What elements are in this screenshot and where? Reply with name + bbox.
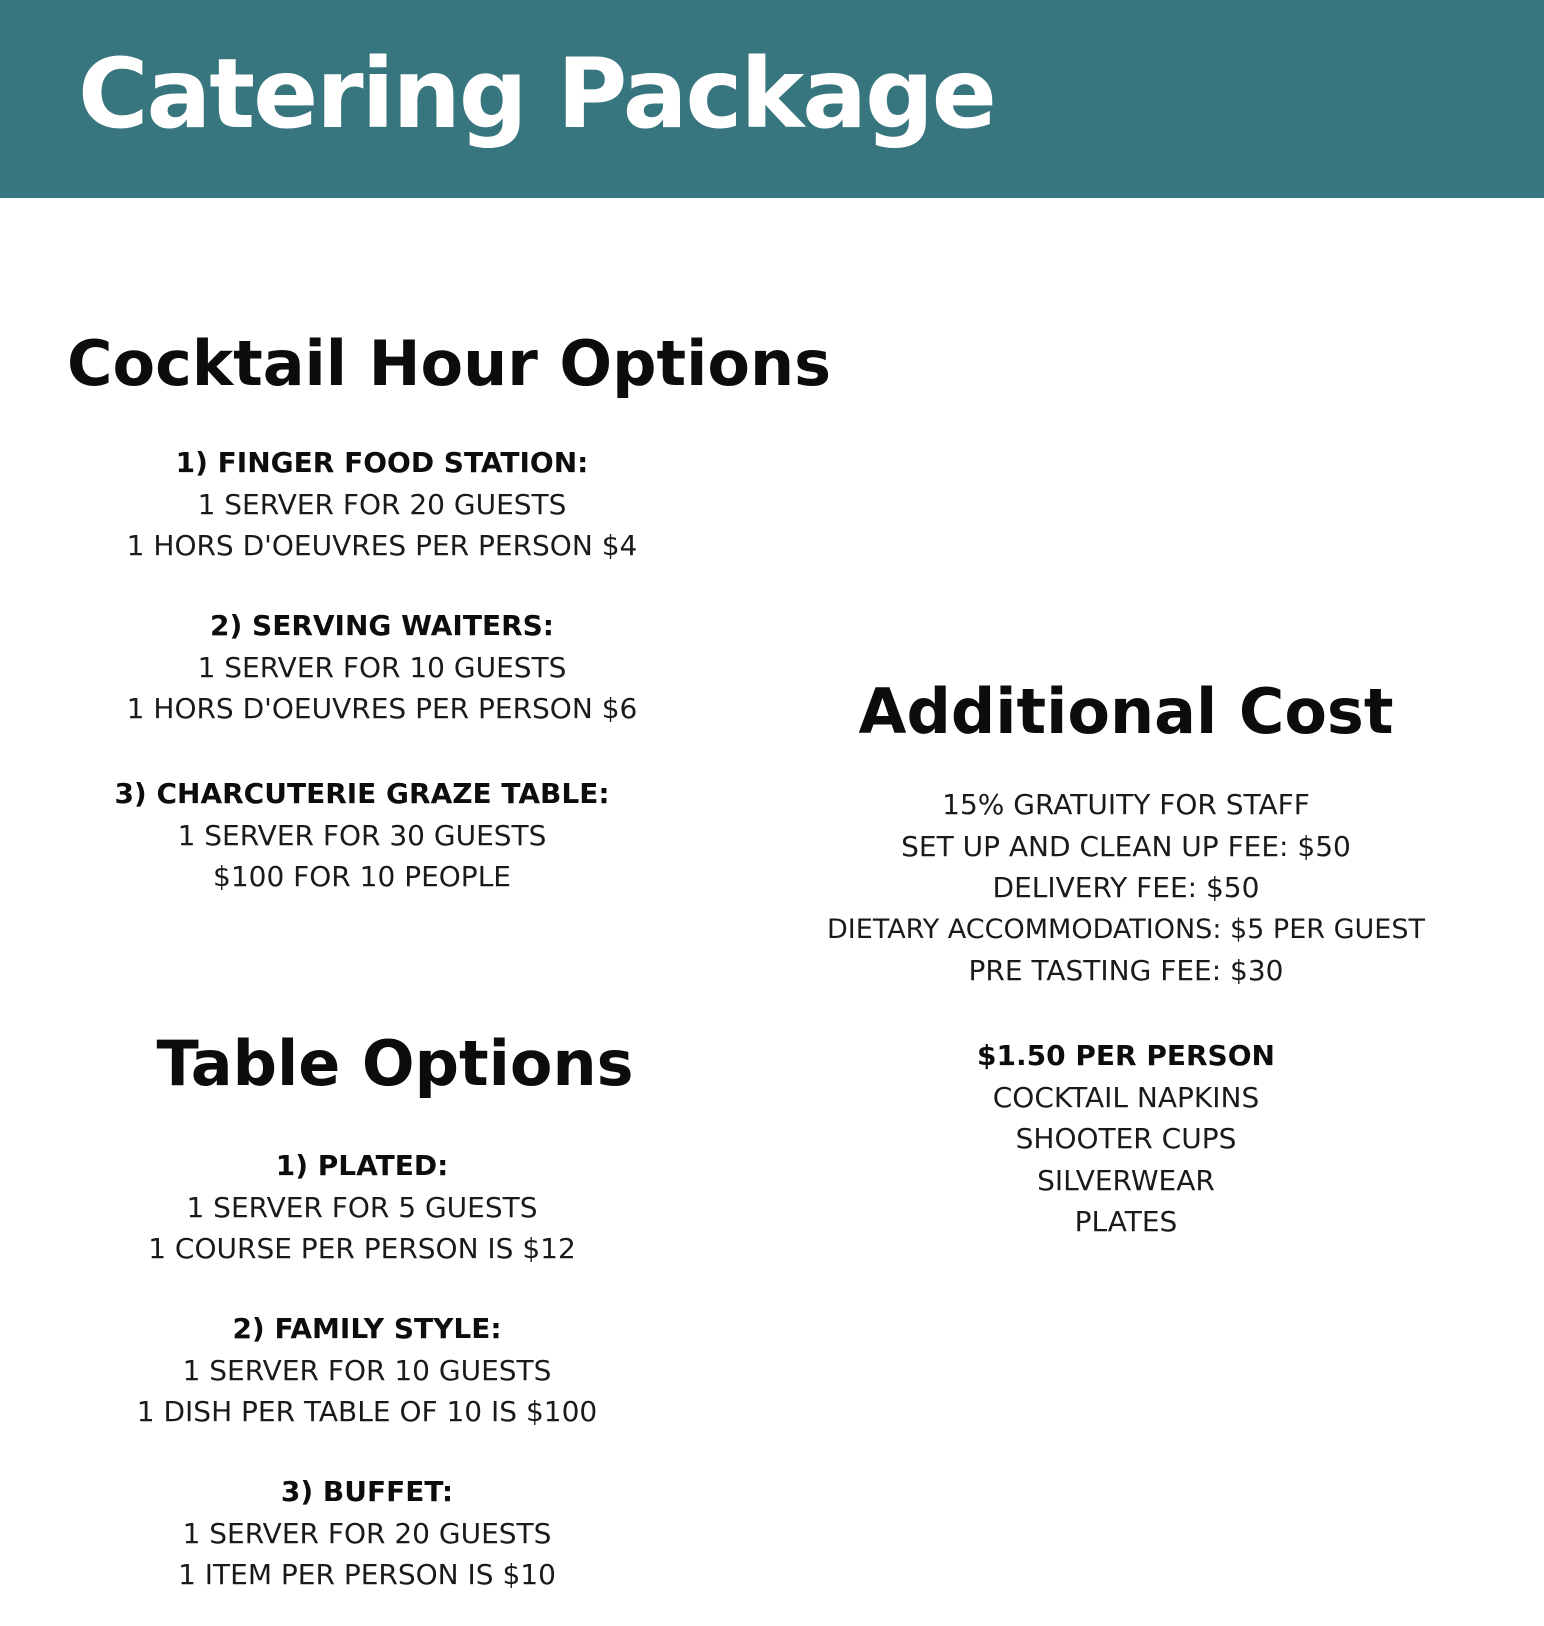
option-line: 1 COURSE PER PERSON IS $12 bbox=[148, 1232, 576, 1265]
supply-item: SHOOTER CUPS bbox=[1015, 1122, 1237, 1155]
additional-section-title: Additional Cost bbox=[858, 675, 1394, 748]
option-heading: 1) FINGER FOOD STATION: bbox=[175, 446, 589, 479]
cocktail-option-1 bbox=[82, 442, 682, 567]
fee-line: DIETARY ACCOMMODATIONS: $5 PER GUEST bbox=[827, 913, 1425, 945]
supply-item: SILVERWEAR bbox=[1037, 1163, 1215, 1197]
option-line: 1 SERVER FOR 20 GUESTS bbox=[182, 1516, 552, 1550]
option-heading: 3) CHARCUTERIE GRAZE TABLE: bbox=[114, 777, 610, 810]
header-banner bbox=[0, 0, 1544, 198]
option-heading: 1) PLATED: bbox=[275, 1149, 449, 1182]
table-section-title: Table Options bbox=[156, 1027, 634, 1100]
per-person-heading: $1.50 PER PERSON bbox=[977, 1039, 1275, 1072]
option-heading: 2) FAMILY STYLE: bbox=[232, 1312, 502, 1345]
option-line: $100 FOR 10 PEOPLE bbox=[213, 860, 511, 893]
option-line: 1 SERVER FOR 5 GUESTS bbox=[186, 1190, 538, 1224]
option-line: 1 SERVER FOR 10 GUESTS bbox=[182, 1353, 552, 1387]
option-heading: 2) SERVING WAITERS: bbox=[210, 609, 554, 642]
fee-line: 15% GRATUITY FOR STAFF bbox=[942, 788, 1310, 821]
supply-item: COCKTAIL NAPKINS bbox=[992, 1080, 1260, 1114]
option-line: 1 SERVER FOR 10 GUESTS bbox=[197, 650, 567, 684]
cocktail-section-title: Cocktail Hour Options bbox=[67, 327, 832, 400]
table-option-1 bbox=[62, 1145, 662, 1270]
option-line: 1 SERVER FOR 30 GUESTS bbox=[177, 818, 547, 852]
cocktail-option-2 bbox=[82, 605, 682, 730]
page-title: Catering Package bbox=[78, 38, 995, 150]
option-line: 1 HORS D'OEUVRES PER PERSON $4 bbox=[126, 529, 638, 562]
fee-line: PRE TASTING FEE: $30 bbox=[968, 954, 1284, 987]
additional-fees bbox=[776, 784, 1476, 992]
option-line: 1 ITEM PER PERSON IS $10 bbox=[178, 1558, 556, 1591]
fee-line: DELIVERY FEE: $50 bbox=[992, 871, 1260, 904]
option-heading: 3) BUFFET: bbox=[280, 1475, 454, 1508]
table-option-3 bbox=[67, 1471, 667, 1596]
per-person-supplies bbox=[776, 1035, 1476, 1243]
option-line: 1 SERVER FOR 20 GUESTS bbox=[197, 487, 567, 521]
cocktail-option-3 bbox=[62, 773, 662, 898]
supply-item: PLATES bbox=[1074, 1205, 1178, 1238]
table-option-2 bbox=[67, 1308, 667, 1433]
fee-line: SET UP AND CLEAN UP FEE: $50 bbox=[901, 829, 1351, 863]
option-line: 1 HORS D'OEUVRES PER PERSON $6 bbox=[126, 692, 638, 725]
option-line: 1 DISH PER TABLE OF 10 IS $100 bbox=[136, 1395, 598, 1428]
